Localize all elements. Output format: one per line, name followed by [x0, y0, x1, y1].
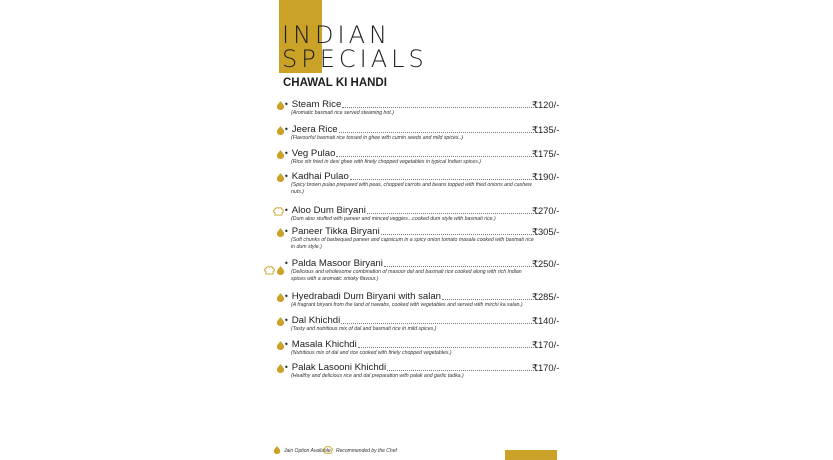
dot-leader [341, 322, 538, 324]
dot-leader [367, 212, 538, 214]
bullet: • [284, 172, 289, 181]
chef-hat-icon [323, 446, 333, 456]
item-price: ₹270/- [532, 205, 560, 216]
bullet: • [284, 125, 289, 134]
dot-leader [339, 131, 538, 133]
bullet: • [284, 259, 289, 268]
title-line-1: INDIAN [282, 21, 391, 49]
bullet: • [284, 100, 289, 109]
title-line-2: SPECIALS [282, 45, 428, 73]
chef-hat-icon [273, 207, 282, 216]
item-name: Kadhai Pulao [291, 171, 349, 182]
section-title: CHAWAL KI HANDI [283, 77, 387, 89]
legend-chef-label: Recommended by the Chef [336, 448, 397, 454]
item-name: Masala Khichdi [291, 339, 357, 350]
dot-leader [336, 155, 538, 157]
legend-jain-label: Jain Option Available [284, 448, 331, 454]
item-price: ₹120/- [532, 99, 560, 110]
item-name: Jeera Rice [291, 124, 338, 135]
item-description: (Rice stir fried in desi ghee with finely chopped vegetables in typical Indian spices.) [291, 159, 482, 165]
item-price: ₹250/- [532, 258, 560, 269]
item-name: Steam Rice [291, 99, 342, 110]
bullet: • [284, 227, 289, 236]
gold-footer-block [505, 450, 557, 460]
item-description: (Soft chunks of barbequed paneer and capsicum in a spicy onion tomato masala cooked with basmati rice in dum style.) [291, 237, 534, 250]
dot-leader [387, 369, 538, 371]
dot-leader [384, 265, 538, 267]
bullet: • [284, 316, 289, 325]
bullet: • [284, 206, 289, 215]
item-description: (Tasty and nutritious mix of dal and basmati rice in mild spices.) [291, 326, 437, 332]
item-name: Veg Pulao [291, 148, 336, 159]
item-price: ₹140/- [532, 315, 560, 326]
item-name: Palak Lasooni Khichdi [291, 362, 387, 373]
dot-leader [358, 346, 538, 348]
item-price: ₹170/- [532, 339, 560, 350]
item-description: (Delicious and wholesome combination of masoor dal and basmati rice cooked along with rich Indian spices with a aromatic smoky flavour.) [291, 269, 522, 282]
dot-leader [342, 106, 538, 108]
chef-hat-and-jain-icon [264, 260, 284, 269]
item-name: Dal Khichdi [291, 315, 341, 326]
item-price: ₹175/- [532, 148, 560, 159]
item-name: Palda Masoor Biryani [291, 258, 383, 269]
item-price: ₹190/- [532, 171, 560, 182]
item-price: ₹135/- [532, 124, 560, 135]
bullet: • [284, 149, 289, 158]
item-description: (A fragrant biryani from the land of nawabs, cooked with vegetables and served with mirchi ka salan.) [291, 302, 523, 308]
item-description: (Nutritious mix of dal and rice cooked with finely chopped vegetables.) [291, 350, 452, 356]
bullet: • [284, 292, 289, 301]
item-description: (Dum aloo stuffed with paneer and minced veggies...cooked dum style with basmati rice.) [291, 216, 496, 222]
dot-leader [442, 298, 538, 300]
item-name: Aloo Dum Biryani [291, 205, 366, 216]
jain-option-icon [273, 446, 281, 456]
item-description: (Flavourful basmati rice tossed in ghee with cumin seeds and mild spices..) [291, 135, 464, 141]
item-description: (Spicy brown pulao prepared with peas, chopped carrots and beans topped with fried onions and cashew nuts.) [291, 182, 532, 195]
dot-leader [381, 233, 538, 235]
item-description: (Aromatic basmati rice served steaming hot.) [291, 110, 394, 116]
dot-leader [350, 178, 538, 180]
bullet: • [284, 340, 289, 349]
bullet: • [284, 363, 289, 372]
item-name: Hyedrabadi Dum Biryani with salan [291, 291, 442, 302]
item-price: ₹305/- [532, 226, 560, 237]
item-price: ₹170/- [532, 362, 560, 373]
item-name: Paneer Tikka Biryani [291, 226, 380, 237]
item-description: (Healthy and delicious rice and dal preparation with palak and garlic tadka.) [291, 373, 464, 379]
legend-chef [323, 446, 397, 456]
item-price: ₹285/- [532, 291, 560, 302]
